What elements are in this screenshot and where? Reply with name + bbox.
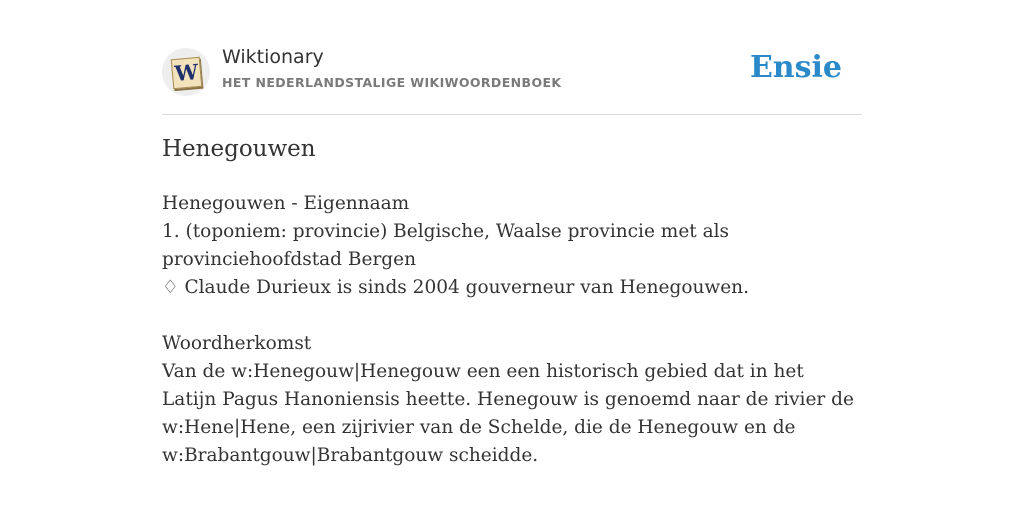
site-subtitle: HET NEDERLANDSTALIGE WIKIWOORDENBOEK	[222, 75, 562, 90]
wiktionary-logo[interactable]	[162, 48, 210, 96]
site-header	[162, 44, 862, 115]
spacer	[162, 302, 862, 330]
etymology-heading: Woordherkomst	[162, 333, 312, 354]
entry-content	[162, 190, 862, 470]
entry-heading: Henegouwen - Eigennaam	[162, 193, 410, 214]
wiktionary-tile-icon: W	[171, 57, 203, 89]
entry-definition: 1. (toponiem: provincie) Belgische, Waalse provincie met als provinciehoofdstad Bergen	[162, 221, 730, 270]
ensie-brand-link[interactable]: Ensie	[749, 50, 842, 85]
entry-example: ♢ Claude Durieux is sinds 2004 gouverneur van Henegouwen.	[162, 277, 749, 298]
etymology-text: Van de w:Henegouw|Henegouw een een historisch gebied dat in het Latijn Pagus Hanoniensis heette. Henegouw is genoemd naar de rivier de w:Hene|Hene, een zijrivier van de Schelde, die de Henegouw en de w:Brabantgouw|Brabantgouw scheidde.	[162, 361, 854, 466]
site-name[interactable]: Wiktionary	[222, 46, 324, 68]
page-title: Henegouwen	[162, 136, 316, 162]
